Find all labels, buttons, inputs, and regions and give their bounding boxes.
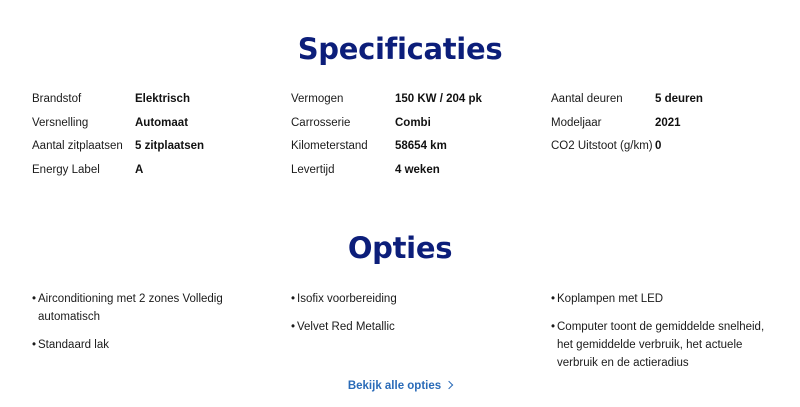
spec-label: Levertijd: [291, 163, 335, 176]
spec-value: A: [135, 163, 144, 176]
chevron-right-icon: [445, 381, 453, 389]
bullet-icon: •: [551, 293, 556, 305]
spec-label: Brandstof: [32, 93, 82, 105]
spec-label: Aantal zitplaatsen: [32, 140, 123, 152]
spec-label: Versnelling: [32, 116, 89, 129]
view-all-options-link[interactable]: [0, 380, 800, 392]
options-column-2: [291, 290, 531, 346]
bullet-icon: •: [291, 321, 296, 333]
spec-value: Combi: [395, 116, 431, 129]
spec-value: 5 zitplaatsen: [135, 140, 205, 152]
option-text: Koplampen met LED: [557, 293, 664, 305]
spec-label: Aantal deuren: [551, 93, 623, 105]
option-text: Airconditioning met 2 zones Volledig automatisch: [38, 293, 223, 323]
options-title: Opties: [347, 231, 453, 265]
option-text: Velvet Red Metallic: [297, 321, 395, 333]
specifications-title: Specificaties: [297, 32, 503, 66]
spec-value: 2021: [655, 116, 681, 129]
spec-label: Energy Label: [32, 163, 100, 176]
spec-label: CO2 Uitstoot (g/km): [551, 140, 653, 152]
option-item: [291, 318, 531, 336]
spec-value: 4 weken: [395, 163, 440, 176]
view-all-options-label: Bekijk alle opties: [347, 380, 442, 392]
options-column-1: [32, 290, 282, 364]
option-text: Standaard lak: [38, 339, 109, 351]
option-item: [32, 290, 282, 326]
option-item: [551, 318, 783, 372]
bullet-icon: •: [291, 293, 296, 305]
spec-value: 150 KW / 204 pk: [395, 93, 482, 105]
spec-label: Modeljaar: [551, 116, 602, 129]
option-item: [551, 290, 783, 308]
option-text: Computer toont de gemiddelde snelheid, het gemiddelde verbruik, het actuele verbruik en de actieradius: [557, 321, 765, 369]
spec-value: 0: [655, 140, 662, 152]
spec-label: Kilometerstand: [291, 140, 368, 152]
spec-value: 5 deuren: [655, 93, 703, 105]
options-column-3: [551, 290, 783, 382]
bullet-icon: •: [32, 339, 37, 351]
bullet-icon: •: [32, 293, 37, 305]
spec-label: Vermogen: [291, 93, 344, 105]
option-item: [32, 336, 282, 354]
bullet-icon: •: [551, 321, 556, 333]
spec-value: Elektrisch: [135, 93, 190, 105]
spec-label: Carrosserie: [291, 116, 351, 129]
spec-value: 58654 km: [395, 140, 447, 152]
option-text: Isofix voorbereiding: [297, 293, 397, 305]
spec-value: Automaat: [135, 116, 189, 129]
option-item: [291, 290, 531, 308]
